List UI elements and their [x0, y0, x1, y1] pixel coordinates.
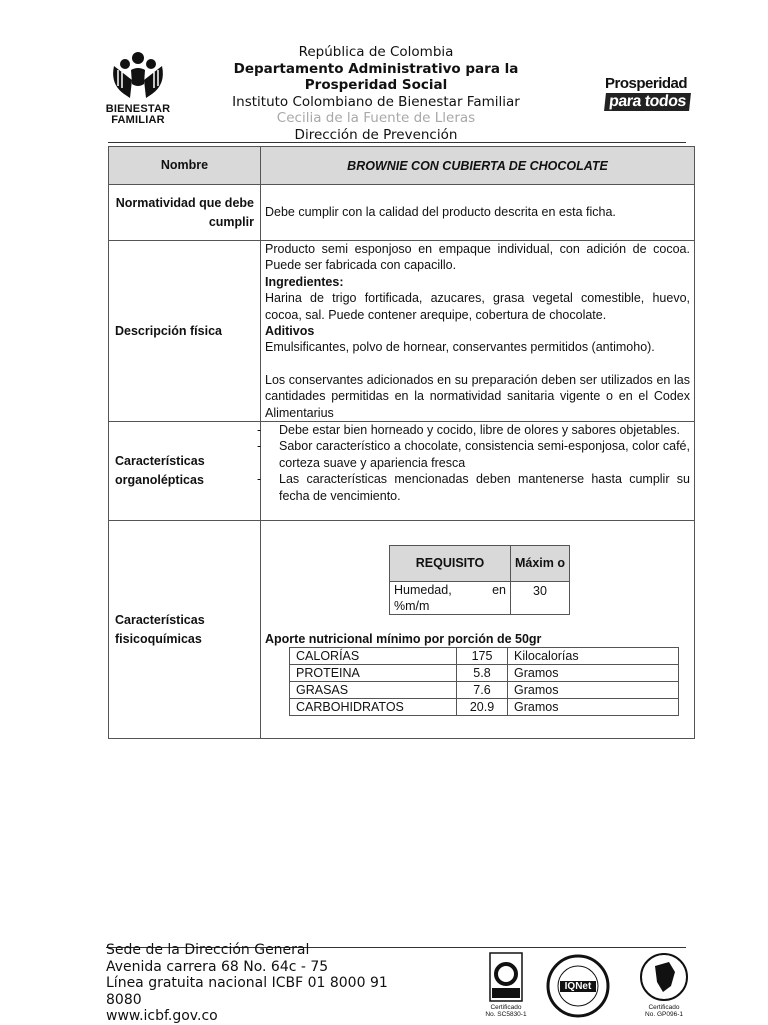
logo-left-line2: FAMILIAR — [111, 114, 165, 126]
icbf-logo — [104, 50, 172, 126]
cert1-line1: Certificado — [490, 1004, 522, 1011]
ingredientes-title: Ingredientes: — [265, 274, 344, 289]
nutrient-unit: Kilocalorías — [508, 648, 679, 665]
table-row — [290, 648, 679, 665]
family-hands-icon — [104, 50, 172, 100]
footer-line-sede: Sede de la Dirección General — [106, 942, 310, 958]
nutrient-unit: Gramos — [508, 682, 679, 699]
header-line-republica: República de Colombia — [298, 44, 454, 60]
nutrition-table — [289, 647, 679, 716]
nutrient-name: PROTEINA — [290, 665, 457, 682]
colombia-seal-icon — [639, 952, 689, 1002]
footer-address — [106, 942, 406, 1025]
header-line-instituto: Instituto Colombiano de Bienestar Familiar — [232, 93, 520, 110]
descripcion-label: Descripción física — [109, 241, 261, 422]
organolepticas-label: Características organolépticas — [109, 422, 261, 521]
list-item: - Debe estar bien horneado y cocido, libre de olores y sabores objetables. — [257, 423, 680, 438]
row-fisicoquimicas — [109, 521, 695, 739]
ingredientes-text: Harina de trigo fortificada, azucares, grasa vegetal comestible, huevo, cocoa, sal. Puede contener arequipe, cobertura de chocolate. — [265, 291, 690, 322]
nutrient-value: 7.6 — [457, 682, 508, 699]
cert3-line2: No. GP096-1 — [645, 1011, 683, 1018]
list-item: - Las características mencionadas deben mantenerse hasta cumplir su fecha de vencimiento. — [257, 472, 690, 503]
descripcion-text: Producto semi esponjoso en empaque individual, con adición de cocoa. Puede ser fabricada con capacillo. — [265, 242, 690, 273]
aporte-title: Aporte nutricional mínimo por porción de 50gr — [265, 632, 542, 647]
row-organolepticas — [109, 422, 695, 521]
icontec-cert — [484, 952, 528, 1018]
iqnet-cert — [546, 954, 610, 1020]
header-line-prosperidad: Prosperidad Social — [304, 77, 448, 93]
header-divider — [108, 142, 686, 143]
nutrient-name: CARBOHIDRATOS — [290, 699, 457, 716]
row-descripcion — [109, 241, 695, 422]
header-line-direccion: Dirección de Prevención — [294, 126, 458, 143]
cert3-line1: Certificado — [648, 1004, 680, 1011]
humedad-value: 30 — [511, 582, 570, 615]
nutrient-unit: Gramos — [508, 699, 679, 716]
header-line-cecilia: Cecilia de la Fuente de Lleras — [276, 110, 476, 126]
cert1-line2: No. SC5830-1 — [485, 1011, 527, 1018]
header-text — [200, 44, 552, 143]
table-row — [290, 682, 679, 699]
header-line-departamento: Departamento Administrativo para la — [233, 60, 519, 77]
aditivos-title: Aditivos — [265, 324, 315, 339]
conservantes-text: Los conservantes adicionados en su preparación deben ser utilizados en las cantidades permitidas en la normatividad sanitaria vigente o en el Codex Alimentarius — [265, 372, 690, 420]
nombre-label: Nombre — [109, 147, 261, 185]
table-row — [290, 699, 679, 716]
organolepticas-list — [257, 422, 690, 504]
aditivos-text: Emulsificantes, polvo de hornear, conservantes permitidos (antimoho). — [265, 340, 655, 355]
requisito-table — [389, 545, 570, 615]
prosperidad-logo — [605, 76, 691, 111]
nutrient-value: 5.8 — [457, 665, 508, 682]
nutrient-name: CALORÍAS — [290, 648, 457, 665]
list-item: - Sabor característico a chocolate, consistencia semi-esponjosa, color café, corteza suave y apariencia fresca — [257, 439, 690, 470]
prosperidad-logo-line1: Prosperidad — [605, 75, 688, 92]
fisicoquimicas-label: Características fisicoquímicas — [109, 521, 261, 739]
nutrient-value: 20.9 — [457, 699, 508, 716]
gp-cert — [636, 952, 692, 1018]
maximo-header: Máxim o — [511, 546, 570, 582]
footer-link-website[interactable]: www.icbf.gov.co — [106, 1008, 218, 1024]
prosperidad-logo-line2: para todos — [604, 93, 691, 111]
product-name: BROWNIE CON CUBIERTA DE CHOCOLATE — [261, 147, 695, 185]
logo-left-line1: BIENESTAR — [105, 103, 171, 115]
footer-line-linea: Línea gratuita nacional ICBF 01 8000 91 8080 — [106, 975, 388, 1008]
humedad-label: Humedad, en %m/m — [390, 582, 511, 615]
row-normatividad — [109, 185, 695, 241]
normatividad-value: Debe cumplir con la calidad del producto descrita en esta ficha. — [261, 185, 695, 241]
normatividad-label: Normatividad que debe cumplir — [109, 185, 261, 241]
icontec-logo-icon — [489, 952, 523, 1002]
row-nombre — [109, 147, 695, 185]
nutrient-value: 175 — [457, 648, 508, 665]
product-sheet-table — [108, 146, 695, 739]
nutrient-unit: Gramos — [508, 665, 679, 682]
requisito-header: REQUISITO — [390, 546, 511, 582]
iqnet-label: IQNet — [564, 981, 592, 992]
nutrient-name: GRASAS — [290, 682, 457, 699]
table-row — [290, 665, 679, 682]
footer-line-avenida: Avenida carrera 68 No. 64c - 75 — [106, 958, 329, 975]
